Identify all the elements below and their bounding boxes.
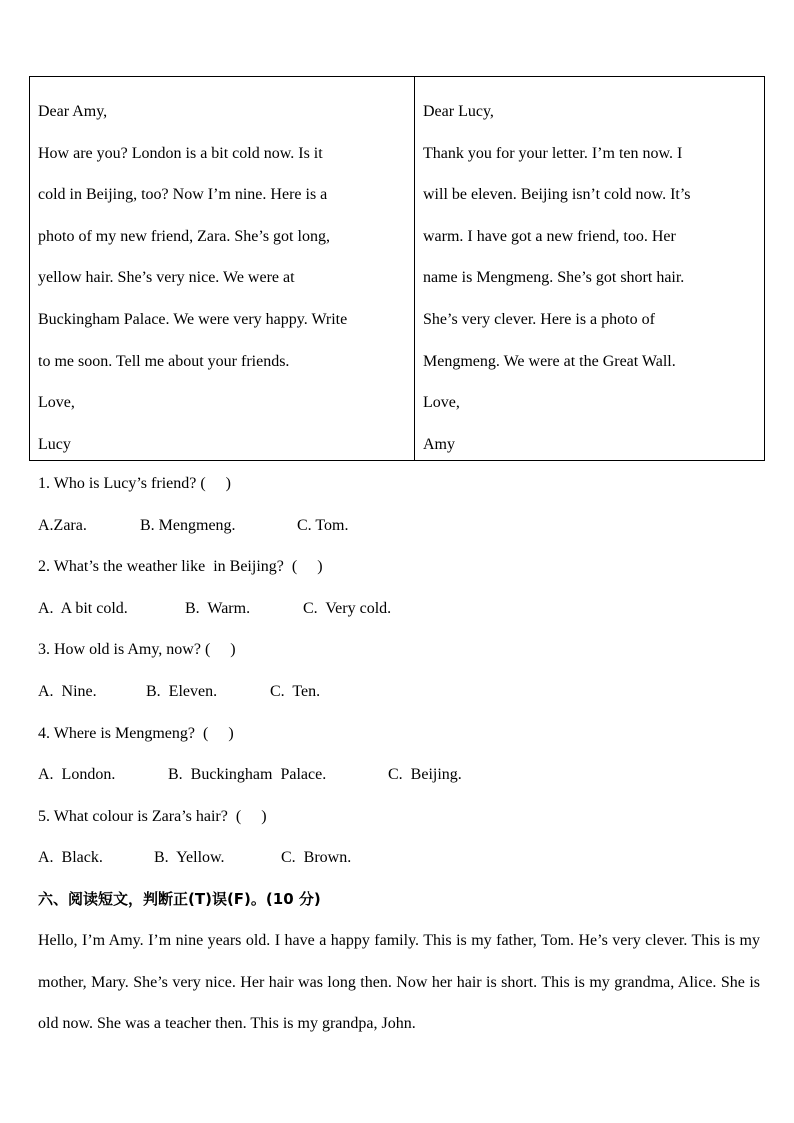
letter-line: to me soon. Tell me about your friends. [38, 352, 290, 370]
option-b: B. Yellow. [154, 849, 225, 867]
letter-line: Mengmeng. We were at the Great Wall. [423, 352, 676, 370]
letters-table [29, 76, 765, 461]
option-c: C. Ten. [270, 682, 321, 700]
letter-line: will be eleven. Beijing isn’t cold now. It’s [423, 186, 691, 204]
question-text: 3. How old is Amy, now? ( ) [38, 641, 236, 659]
section-title: 六、阅读短文，判断正(T)误(F)。(10 分) [38, 890, 321, 908]
letter-line: yellow hair. She’s very nice. We were at [38, 269, 295, 287]
letter-line: photo of my new friend, Zara. She’s got long, [38, 227, 330, 245]
letter-line: Buckingham Palace. We were very happy. Write [38, 310, 348, 328]
option-b: B. Warm. [185, 599, 251, 617]
question-text: 2. What’s the weather like in Beijing? ( ) [38, 558, 323, 576]
letter-to-amy [30, 77, 415, 460]
letter-signature: Lucy [38, 435, 71, 453]
question-text: 4. Where is Mengmeng? ( ) [38, 724, 234, 742]
option-a: A. London. [38, 766, 116, 784]
letter-greeting: Dear Amy, [38, 103, 108, 120]
letter-closing: Love, [38, 394, 75, 412]
letter-line: warm. I have got a new friend, too. Her [423, 227, 676, 245]
letter-line: cold in Beijing, too? Now I’m nine. Here is a [38, 186, 328, 204]
option-c: C. Brown. [281, 849, 352, 867]
question-options [38, 671, 758, 713]
letter-line: She’s very clever. Here is a photo of [423, 310, 655, 328]
letter-closing: Love, [423, 394, 460, 412]
option-b: B. Buckingham Palace. [168, 766, 327, 784]
question-text: 5. What colour is Zara’s hair? ( ) [38, 807, 267, 825]
question-options [38, 505, 758, 547]
option-b: B. Eleven. [146, 682, 218, 700]
letter-greeting: Dear Lucy, [423, 103, 494, 120]
question-list [38, 463, 758, 879]
letter-line: Thank you for your letter. I’m ten now. I [423, 144, 683, 162]
option-a: A. Nine. [38, 682, 97, 700]
letter-signature: Amy [423, 435, 455, 453]
option-a: A.Zara. [38, 516, 87, 534]
letter-line: name is Mengmeng. She’s got short hair. [423, 269, 685, 287]
option-b: B. Mengmeng. [140, 516, 236, 534]
option-c: C. Very cold. [303, 599, 392, 617]
letter-to-lucy [415, 77, 764, 460]
reading-passage: Hello, I’m Amy. I’m nine years old. I have a happy family. This is my father, Tom. He’s very clever. This is my mother, Mary. She’s very nice. Her hair was long then. Now her hair is short. This is my grandma, Alice. She is old now. She was a teacher then. This is my grandpa, John. [38, 932, 760, 1033]
question-options [38, 837, 758, 879]
question-options [38, 588, 758, 630]
option-c: C. Tom. [297, 516, 349, 534]
option-a: A. A bit cold. [38, 599, 128, 617]
question-options [38, 754, 758, 796]
option-c: C. Beijing. [388, 766, 462, 784]
question-text: 1. Who is Lucy’s friend? ( ) [38, 475, 231, 492]
letter-line: How are you? London is a bit cold now. Is it [38, 144, 323, 162]
option-a: A. Black. [38, 849, 103, 867]
